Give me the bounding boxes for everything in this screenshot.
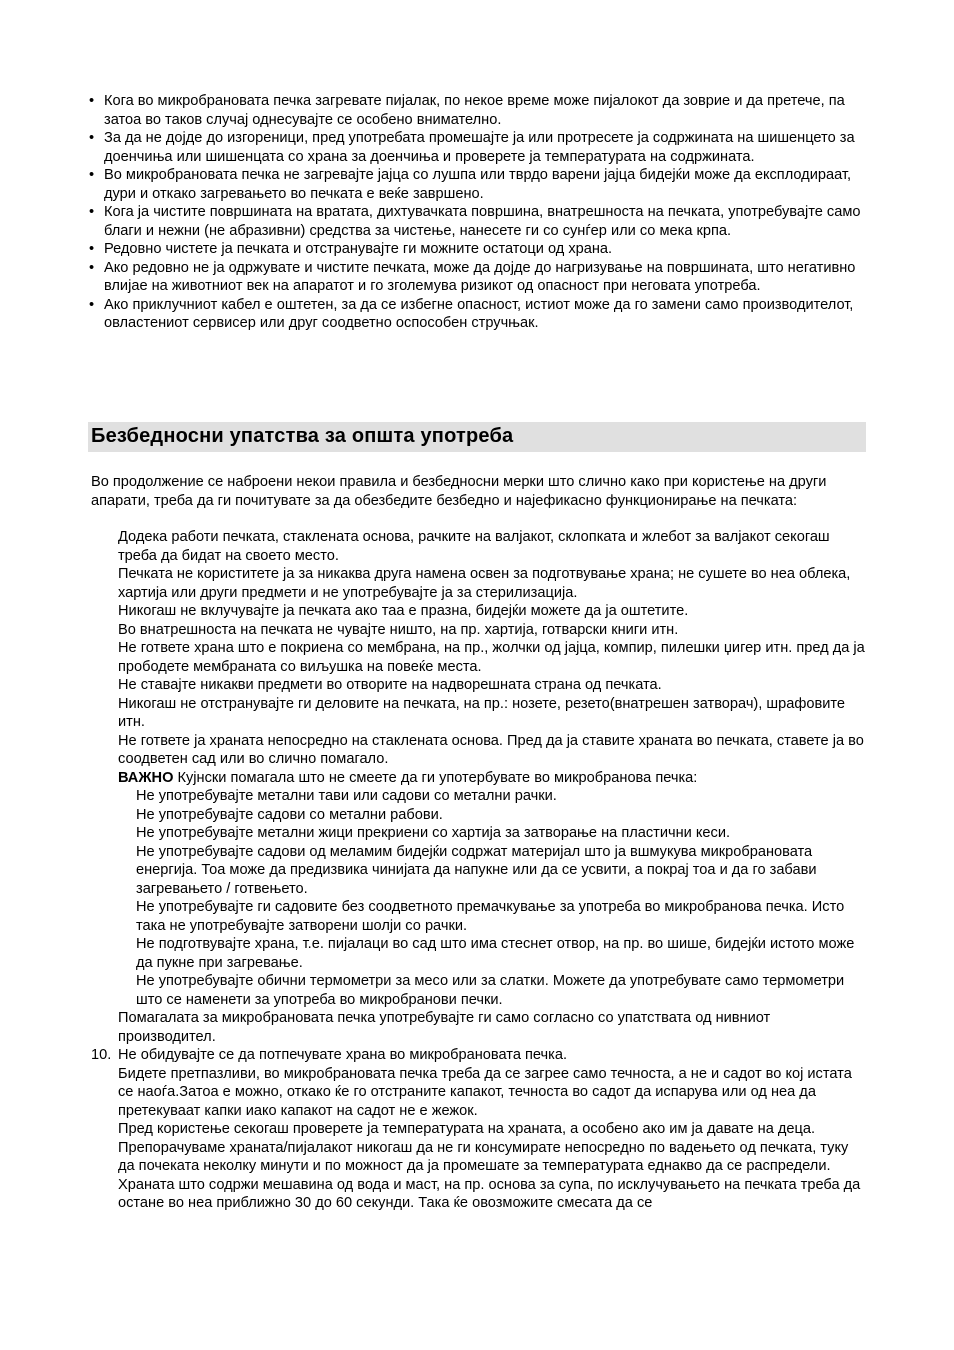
- rule-paragraph: Бидете претпазливи, во микробрановата печка треба да се загрее само течноста, а не и садот во кој истата се наоѓа.Затоа е можно, откако ќе го отстраните капакот, течноста во садот да испарува или од неа да претекуваат капки иако капакот на садот не е жежок.: [118, 1065, 852, 1119]
- rule-paragraph: Храната што содржи мешавина од вода и маст, на пр. основа за супа, по исклучувањето на печката треба да остане во неа приближно 30 до 60 секунди. Така ќе овозможите смесата да се: [118, 1176, 861, 1211]
- bullet-item: • Во микробрановата печка не загревајте јајца со лушпа или тврдо варени јајца бидејќи може да експлодираат, дури и откако загревањето во печката е веќе завршено.: [88, 166, 868, 203]
- rule-number: 10.: [91, 1047, 112, 1063]
- important-text: Кујнски помагала што не смеете да ги употербувате во микробранова печка:: [173, 769, 698, 786]
- important-subitem: Не употребувајте ги садовите без соодветното премачкување за употреба во микробранова печка. Исто така не употребувајте затворени шолји со рачки.: [136, 899, 845, 934]
- rule-paragraph: Пред користење секогаш проверете ја температурата на храната, а особено ако им ја давате на деца. Препорачуваме храната/пијалакот никогаш да не ги консумирате непосредно по вадењето од печката, туку да почеката неколку минути и по можност да ја промешате за температурата еднакво да се распредели.: [118, 1121, 849, 1174]
- bullet-item: • Ако редовно не ја одржувате и чистите печката, може да дојде до нагризување на површината, што негативно влијае на животниот век на апаратот и го зголемува ризикот од опасност при неговата употреба.: [88, 259, 868, 296]
- important-subitem: Не употребувајте садови со метални рабови.: [136, 806, 443, 823]
- rule-text: Не обидувајте се да потпечувате храна во микробрановата печка.: [118, 1047, 568, 1063]
- section-title: Безбедносни упатства за општа употреба: [91, 425, 514, 447]
- important-subitem: Не подготвувајте храна, т.е. пијалаци во сад што има стеснет отвор, на пр. во шише, бидејќи истото може да пукне при загревање.: [136, 936, 855, 971]
- rule-item: Печката не користитете ја за никаква друга намена освен за подготвување храна; не сушете во неа облека, хартија или други предмети и не употребувајте ја за стерилизација.: [118, 566, 851, 601]
- rule-item: Во внатрешноста на печката не чувајте ништо, на пр. хартија, готварски книги итн.: [118, 621, 679, 638]
- bullet-item: • Редовно чистете ја печката и отстранувајте ги можните остатоци од храна.: [88, 240, 868, 259]
- rules-list: [91, 528, 867, 1213]
- important-note: [91, 769, 867, 788]
- rule-item: Не гответе ја храната непосредно на стаклената основа. Пред да ја ставите храната во печката, ставете ја во соодветен сад или во слично помагало.: [118, 732, 864, 767]
- rule-item: Никогаш не отстранувајте ги деловите на печката, на пр.: нозете, резето(внатрешен затворач), шрафовите итн.: [118, 695, 845, 730]
- rule-item: Не ставајте никакви предмети во отворите на надворешната страна од печката.: [118, 677, 662, 693]
- important-subitem: Не употребувајте метални жици прекриени со хартија за затворање на пластични кеси.: [136, 825, 731, 841]
- rule-item: Никогаш не вклучувајте ја печката ако таа е празна, бидејќи можете да ја оштетите.: [118, 603, 689, 619]
- important-label: ВАЖНО: [118, 769, 174, 786]
- bullet-item: • За да не дојде до изгореници, пред употребата промешајте ја или протресете ја содржината на шишенцето за доенчиња или шишенцата со храна за доенчиња и проверете ја температурата на содржината.: [88, 129, 868, 166]
- section-heading-bar: [88, 422, 866, 452]
- bullet-item: • Кога ја чистите површината на вратата, дихтувачката површина, внатрешноста на печката, употребувајте само благи и нежни (не абразивни) средства за чистење, нанесете ги со сунѓер или со мека крпа.: [88, 203, 868, 240]
- important-subitem: Не употребувајте садови од меламим бидејќи содржат материјал што ја вшмукува микробрановата енергија. Тоа може да предизвика чинијата да напукне или да се усвити, а покрај тоа и да го забави загревањето / готвењето.: [136, 843, 817, 897]
- important-subitem: Не употребувајте обични термометри за месо или за слатки. Можете да употребувате само термометри што се наменети за употреба во микробранови печки.: [136, 973, 845, 1008]
- rule-item-10: [91, 1046, 867, 1065]
- bullet-item: • Кога во микробрановата печка загревате пијалак, по некое време може пијалокот да зоврие и да претече, па затоа во таков случај однесувајте се особено внимателно.: [88, 92, 868, 129]
- rule-item: Помагалата за микробрановата печка употребувајте ги само согласно со упатствата од нивниот производител.: [118, 1010, 771, 1045]
- bullet-item: • Ако приклучниот кабел е оштетен, за да се избегне опасност, истиот може да го замени само производителот, овластениот сервисер или друг соодветно оспособен стручњак.: [88, 296, 868, 333]
- important-subitem: Не употребувајте метални тави или садови со метални рачки.: [136, 788, 557, 804]
- safety-bullet-list: [88, 92, 868, 333]
- section-intro: Во продолжение се наброени некои правила и безбедносни мерки што слично како при користење на други апарати, треба да ги почитувате за да обезбедите безбедно и најефикасно функционирање на печката:: [91, 474, 827, 509]
- rule-item: Додека работи печката, стаклената основа, рачките на валјакот, склопката и жлебот за валјакот секогаш треба да бидат на своето место.: [118, 529, 830, 564]
- rule-item: Не гответе храна што е покриена со мембрана, на пр., жолчки од јајца, компир, пилешки џигер итн. пред да ја прободете мембраната со виљушка на повеќе места.: [118, 640, 865, 675]
